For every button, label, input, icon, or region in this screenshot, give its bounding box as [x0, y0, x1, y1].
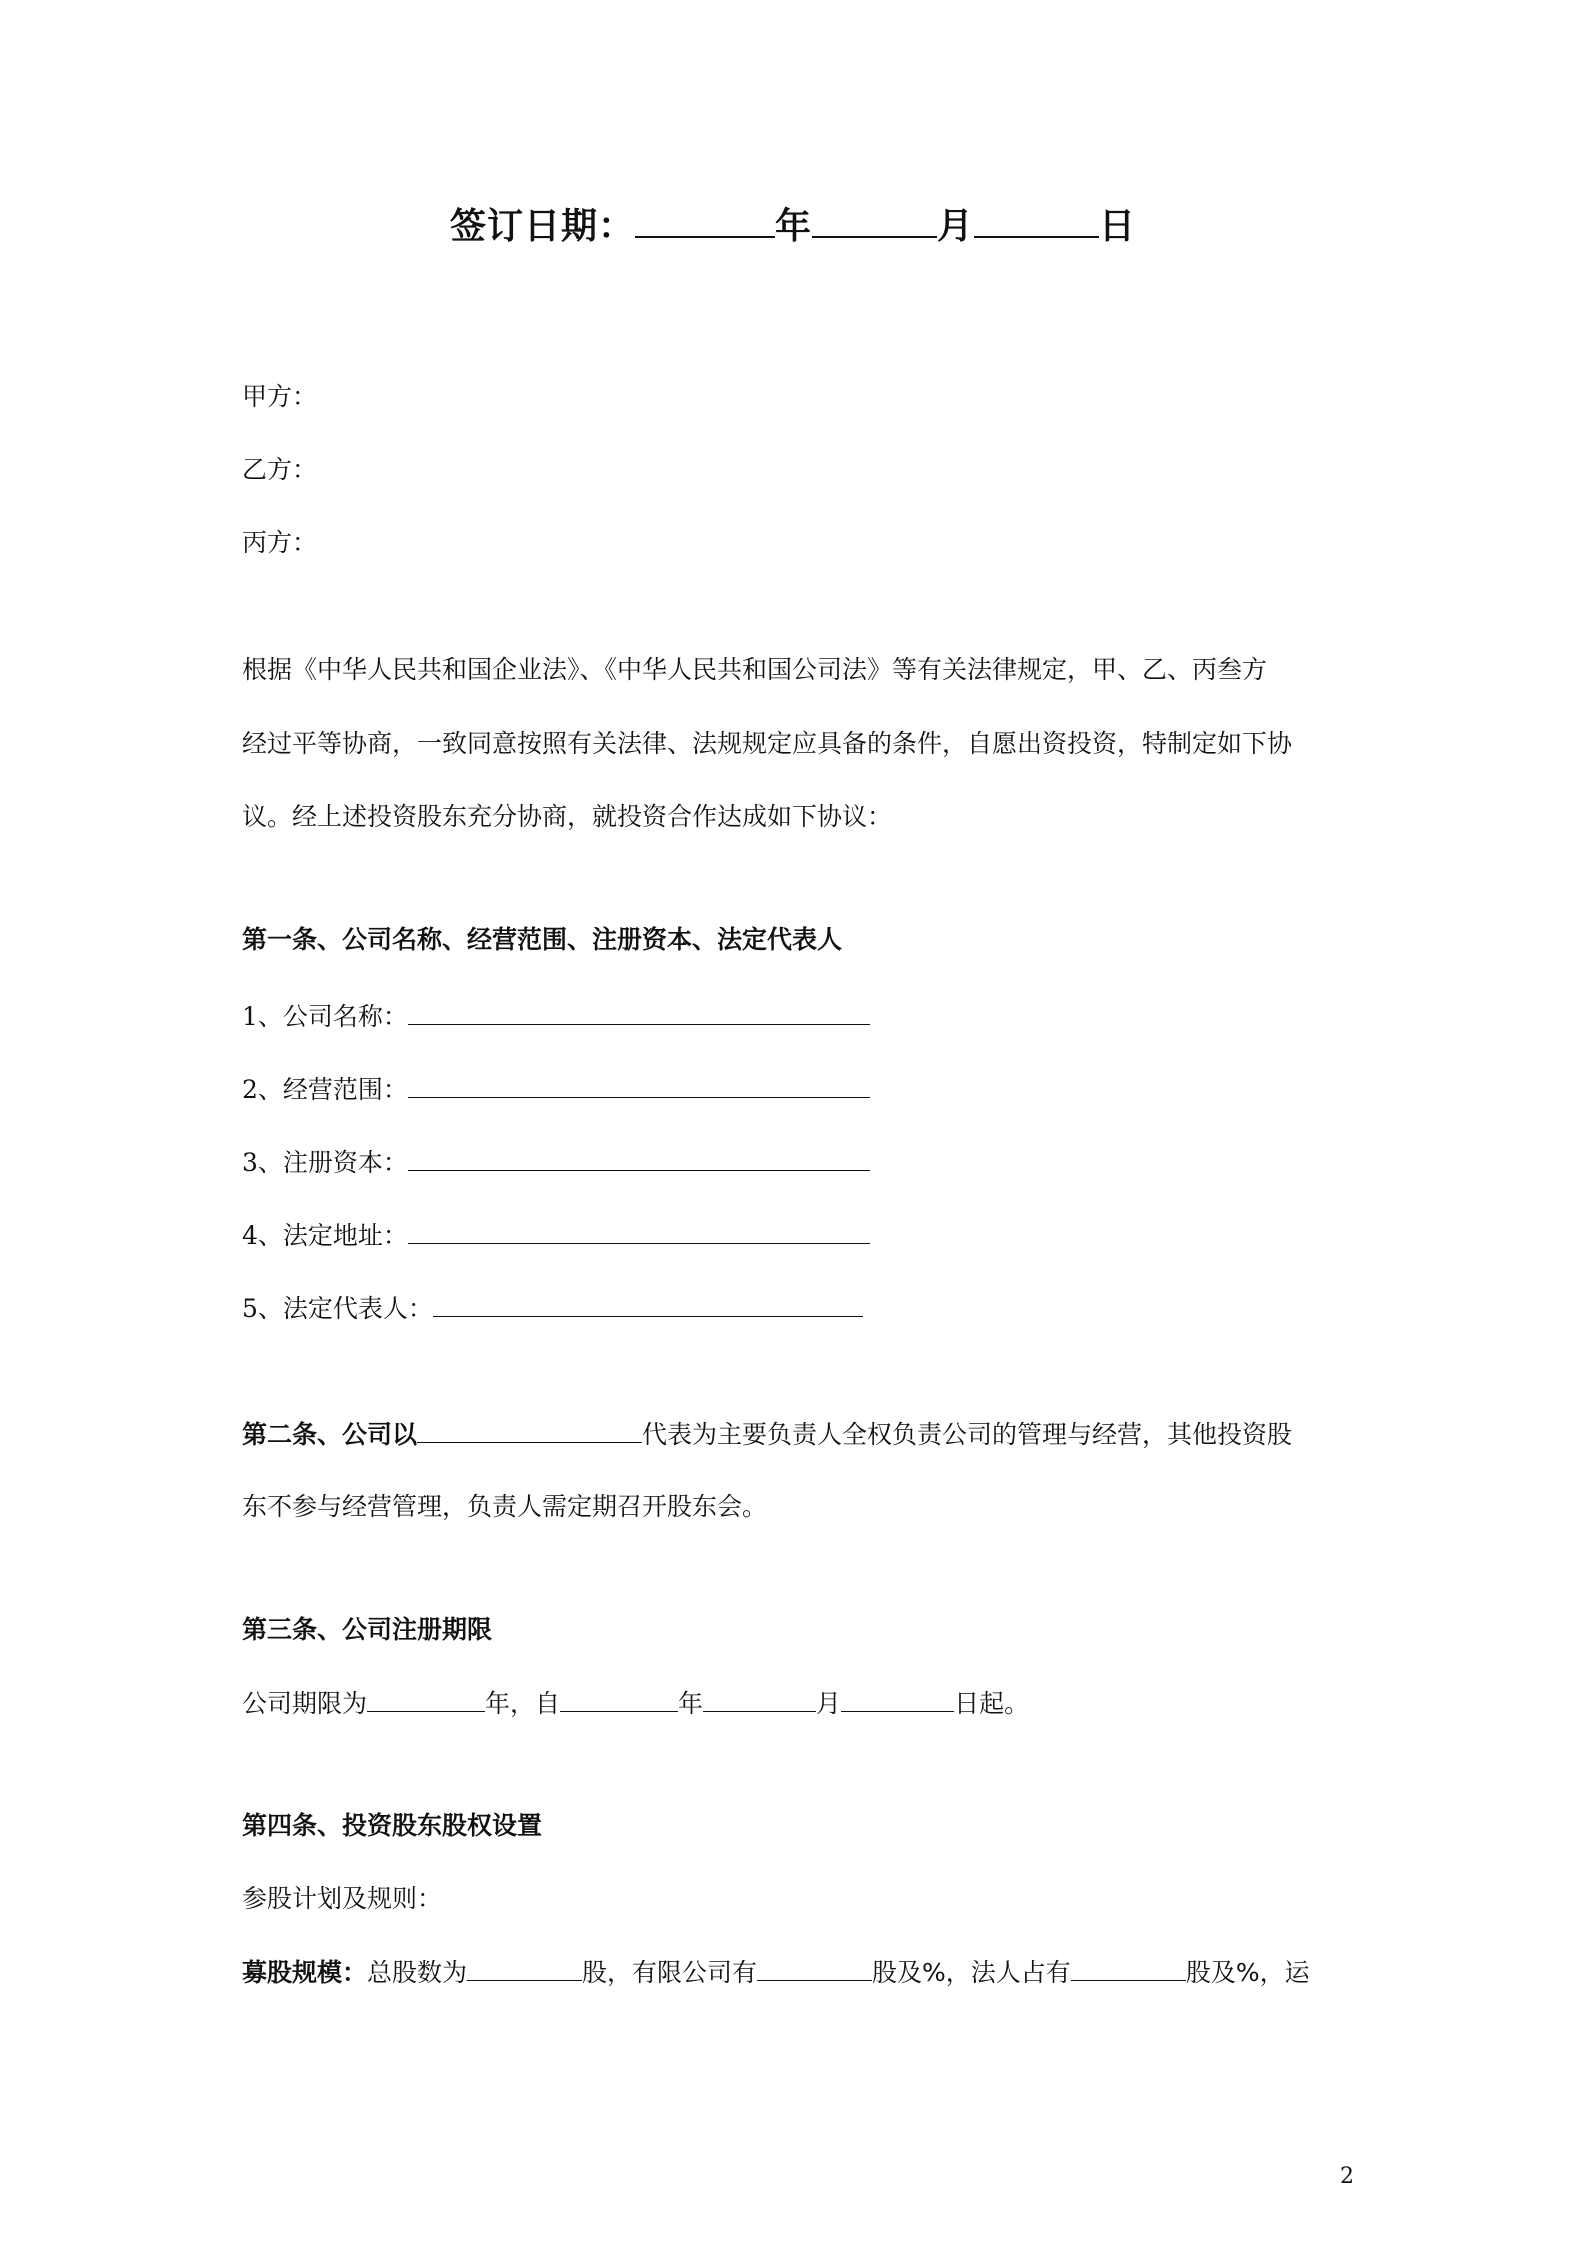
term-from-label: 年，自 — [485, 1689, 561, 1718]
legal-address-blank[interactable] — [408, 1219, 870, 1244]
company-shares-label: 股，有限公司有 — [582, 1958, 758, 1987]
representative-blank[interactable] — [417, 1418, 642, 1443]
term-label: 公司期限为 — [242, 1689, 368, 1718]
article1-item-3 — [242, 1146, 870, 1179]
month-blank[interactable] — [812, 206, 937, 238]
legal-representative-blank[interactable] — [433, 1292, 863, 1317]
page-number: 2 — [1340, 2164, 1354, 2189]
day-label: 日 — [1099, 206, 1137, 247]
term-years-blank[interactable] — [367, 1687, 485, 1712]
intro-line-2: 经过平等协商，一致同意按照有关法律、法规规定应具备的条件，自愿出资投资，特制定如下协 — [242, 729, 1293, 758]
item-label: 、法定地址： — [257, 1221, 408, 1250]
item-label: 、法定代表人： — [257, 1294, 433, 1323]
start-day-blank[interactable] — [841, 1687, 954, 1712]
total-shares-label: 总股数为 — [367, 1958, 468, 1987]
company-name-blank[interactable] — [408, 1000, 870, 1025]
item-number: 2 — [242, 1075, 258, 1104]
start-month-label: 月 — [816, 1689, 842, 1718]
start-year-label: 年 — [678, 1689, 704, 1718]
article2-heading: 第二条、公司以 — [242, 1420, 418, 1449]
article1-item-4 — [242, 1219, 870, 1252]
article2-text: 代表为主要负责人全权负责公司的管理与经营，其他投资股 — [642, 1420, 1293, 1449]
share-scale-line — [242, 1956, 1310, 1989]
legal-person-shares-blank[interactable] — [1071, 1956, 1186, 1981]
item-number: 4 — [242, 1221, 258, 1250]
article1-heading: 第一条、公司名称、经营范围、注册资本、法定代表人 — [242, 925, 843, 954]
intro-line-3: 议。经上述投资股东充分协商，就投资合作达成如下协议： — [242, 802, 893, 831]
company-shares-blank[interactable] — [757, 1956, 872, 1981]
signing-date-title — [0, 198, 1586, 249]
article3-heading: 第三条、公司注册期限 — [242, 1615, 493, 1644]
article2-line-1 — [242, 1418, 1292, 1451]
start-month-blank[interactable] — [703, 1687, 816, 1712]
item-number: 1 — [242, 1002, 258, 1031]
month-label: 月 — [937, 206, 975, 247]
share-scale-label: 募股规模： — [242, 1958, 368, 1987]
article1-item-5 — [242, 1292, 863, 1325]
start-year-blank[interactable] — [560, 1687, 678, 1712]
business-scope-blank[interactable] — [408, 1073, 870, 1098]
registered-capital-blank[interactable] — [408, 1146, 870, 1171]
article1-item-1 — [242, 1000, 870, 1033]
legal-person-shares-label: 股及%，法人占有 — [872, 1958, 1071, 1987]
year-blank[interactable] — [635, 206, 775, 238]
item-number: 3 — [242, 1148, 258, 1177]
item-label: 、公司名称： — [257, 1002, 408, 1031]
share-plan-label: 参股计划及规则： — [242, 1884, 443, 1913]
day-blank[interactable] — [974, 206, 1099, 238]
party-a: 甲方： — [242, 382, 318, 411]
total-shares-blank[interactable] — [467, 1956, 582, 1981]
party-b: 乙方： — [242, 455, 318, 484]
item-number: 5 — [242, 1294, 258, 1323]
signing-date-label: 签订日期： — [449, 206, 635, 247]
article2-line-2: 东不参与经营管理，负责人需定期召开股东会。 — [242, 1492, 768, 1521]
article1-item-2 — [242, 1073, 870, 1106]
start-day-label: 日起。 — [954, 1689, 1030, 1718]
item-label: 、经营范围： — [257, 1075, 408, 1104]
item-label: 、注册资本： — [257, 1148, 408, 1177]
year-label: 年 — [774, 206, 812, 247]
article3-text — [242, 1687, 1029, 1720]
intro-line-1: 根据《中华人民共和国企业法》、《中华人民共和国公司法》等有关法律规定，甲、乙、丙叁方 — [242, 655, 1268, 684]
article4-heading: 第四条、投资股东股权设置 — [242, 1811, 543, 1840]
shares-tail-label: 股及%，运 — [1185, 1958, 1310, 1987]
party-c: 丙方： — [242, 528, 318, 557]
